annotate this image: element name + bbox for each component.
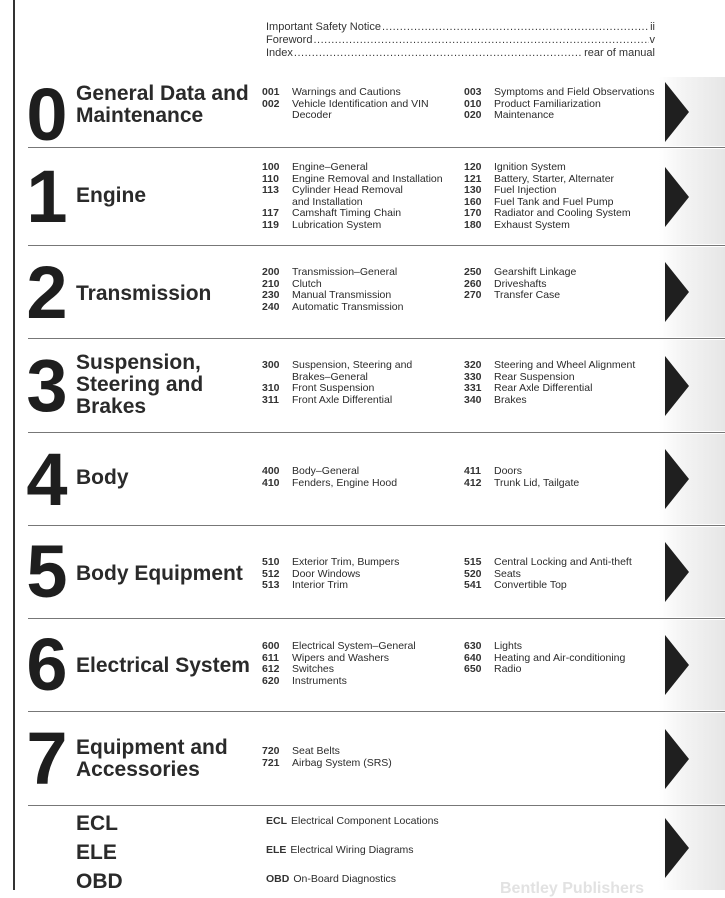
left-entry-column bbox=[262, 466, 450, 489]
section-title[interactable] bbox=[76, 737, 228, 781]
repair-group-number: 230 bbox=[262, 289, 280, 301]
repair-group-label-line: Radio bbox=[494, 663, 522, 675]
front-matter-ref: ii bbox=[650, 21, 655, 33]
right-entry-column bbox=[464, 87, 674, 122]
repair-group-label-line: Airbag System (SRS) bbox=[292, 756, 392, 769]
repair-group-entry[interactable] bbox=[262, 302, 450, 314]
repair-group-label-line: Suspension, Steering and bbox=[292, 359, 413, 371]
repair-group-number: 160 bbox=[464, 195, 482, 208]
repair-group-label bbox=[292, 185, 450, 208]
code-section-label: Electrical Component Locations bbox=[291, 815, 439, 827]
code-section-entry[interactable] bbox=[266, 815, 439, 827]
repair-group-entry[interactable] bbox=[262, 580, 450, 592]
left-entry-column bbox=[262, 641, 450, 687]
repair-group-number: 541 bbox=[464, 579, 482, 591]
right-entry-column bbox=[464, 557, 674, 592]
repair-group-number: 411 bbox=[464, 465, 481, 477]
repair-group-number: 110 bbox=[262, 172, 279, 185]
repair-group-number: 119 bbox=[262, 218, 279, 231]
repair-group-number: 330 bbox=[464, 370, 482, 383]
repair-group-label-line: Fenders, Engine Hood bbox=[292, 476, 398, 489]
right-entry-column bbox=[464, 641, 674, 676]
repair-group-label-line: Doors bbox=[494, 465, 523, 477]
repair-group-label bbox=[292, 220, 450, 232]
repair-group-label-line: Central Locking and Anti-theft bbox=[494, 556, 632, 568]
dot-leader bbox=[294, 47, 583, 60]
section-divider bbox=[28, 525, 725, 526]
section-title-line: Equipment and bbox=[76, 736, 228, 759]
repair-group-label-line: Engine Removal and Installation bbox=[292, 172, 443, 185]
repair-group-entry[interactable] bbox=[262, 267, 450, 279]
repair-group-label-line: Product Familiarization bbox=[494, 97, 601, 110]
section-title[interactable] bbox=[76, 467, 129, 489]
repair-group-label bbox=[494, 110, 674, 122]
repair-group-number: 300 bbox=[262, 359, 280, 371]
repair-group-number: 600 bbox=[262, 640, 280, 652]
repair-group-label-line: Rear Axle Differential bbox=[494, 382, 593, 394]
repair-group-label-line: Trunk Lid, Tailgate bbox=[494, 476, 580, 489]
right-entry-column bbox=[464, 360, 674, 406]
repair-group-label-line: Heating and Air-conditioning bbox=[494, 651, 626, 664]
repair-group-label-line: Front Suspension bbox=[292, 382, 375, 394]
repair-group-number: 320 bbox=[464, 359, 482, 371]
repair-group-label bbox=[494, 220, 674, 232]
repair-group-label bbox=[494, 557, 674, 569]
section-divider bbox=[28, 805, 725, 806]
right-entry-column bbox=[464, 267, 674, 302]
code-section-entry[interactable] bbox=[266, 844, 414, 856]
repair-group-number: 020 bbox=[464, 109, 482, 121]
repair-group-entry[interactable] bbox=[262, 758, 450, 770]
section-title[interactable] bbox=[76, 83, 249, 127]
repair-group-entry[interactable] bbox=[262, 185, 450, 208]
section-number: 5 bbox=[26, 530, 66, 613]
repair-group-entry[interactable] bbox=[464, 395, 674, 407]
front-matter-ref: rear of manual bbox=[584, 47, 655, 59]
repair-group-label-line: Electrical System–General bbox=[292, 640, 416, 652]
section-number: 7 bbox=[26, 717, 66, 800]
repair-group-label-line: Wipers and Washers bbox=[292, 651, 390, 664]
left-entry-column bbox=[262, 162, 450, 231]
repair-group-label-line: Rear Suspension bbox=[494, 370, 575, 383]
section-title[interactable] bbox=[76, 283, 211, 305]
section-title-line: Maintenance bbox=[76, 104, 204, 127]
front-matter-entry[interactable] bbox=[266, 34, 655, 47]
front-matter-ref: v bbox=[649, 34, 655, 46]
repair-group-label bbox=[292, 676, 450, 688]
repair-group-label-line: Front Axle Differential bbox=[292, 393, 393, 406]
section-title-line: Body bbox=[76, 466, 129, 489]
section-divider bbox=[28, 432, 725, 433]
section-number: 2 bbox=[26, 251, 66, 334]
repair-group-number: 210 bbox=[262, 277, 280, 290]
section-title-line: Steering and bbox=[76, 373, 204, 396]
repair-group-number: 001 bbox=[262, 86, 280, 98]
repair-group-number: 010 bbox=[464, 97, 482, 110]
code-section-number: ECL bbox=[266, 815, 287, 827]
repair-group-label bbox=[292, 395, 450, 407]
repair-group-number: 113 bbox=[262, 184, 279, 196]
repair-group-label-line: Camshaft Timing Chain bbox=[292, 207, 402, 219]
front-matter-entry[interactable] bbox=[266, 47, 655, 60]
repair-group-label-line: Manual Transmission bbox=[292, 289, 392, 301]
repair-group-label-line: Maintenance bbox=[494, 109, 555, 121]
code-section-number: OBD bbox=[266, 873, 290, 885]
repair-group-label-line: Door Windows bbox=[292, 567, 361, 580]
repair-group-number: 520 bbox=[464, 567, 482, 580]
right-entry-column bbox=[464, 162, 674, 231]
repair-group-label-line: Battery, Starter, Alternater bbox=[494, 172, 615, 185]
repair-group-label bbox=[292, 580, 450, 592]
repair-group-number: 200 bbox=[262, 266, 280, 278]
repair-group-number: 721 bbox=[262, 756, 280, 769]
section-divider bbox=[28, 147, 725, 148]
repair-group-label-line: Gearshift Linkage bbox=[494, 266, 577, 278]
repair-group-label bbox=[494, 580, 674, 592]
repair-group-label bbox=[494, 478, 674, 490]
publisher-watermark: Bentley Publishers bbox=[500, 880, 645, 897]
repair-group-entry[interactable] bbox=[262, 569, 450, 581]
section-title-line: General Data and bbox=[76, 82, 249, 105]
repair-group-label-line: Steering and Wheel Alignment bbox=[494, 359, 636, 371]
repair-group-number: 400 bbox=[262, 465, 280, 477]
repair-group-label-line: Brakes bbox=[494, 393, 527, 406]
code-section-label: On-Board Diagnostics bbox=[293, 873, 397, 885]
section-title-line: Transmission bbox=[76, 282, 212, 305]
repair-group-label bbox=[494, 395, 674, 407]
repair-group-entry[interactable] bbox=[464, 110, 674, 122]
code-section-label: Electrical Wiring Diagrams bbox=[290, 844, 414, 856]
repair-group-number: 720 bbox=[262, 745, 280, 757]
section-title-line: Suspension, bbox=[76, 351, 201, 374]
repair-group-label-line: Warnings and Cautions bbox=[292, 86, 401, 98]
repair-group-entry[interactable] bbox=[464, 478, 674, 490]
repair-group-entry[interactable] bbox=[262, 220, 450, 232]
right-entry-column bbox=[464, 466, 674, 489]
left-entry-column bbox=[262, 360, 450, 406]
front-matter-list bbox=[266, 21, 655, 60]
repair-group-label bbox=[292, 758, 450, 770]
repair-group-label-line: Convertible Top bbox=[494, 579, 567, 591]
repair-group-number: 612 bbox=[262, 663, 280, 675]
code-section-title[interactable]: OBD bbox=[76, 870, 123, 893]
front-matter-label: Index bbox=[266, 47, 293, 59]
left-entry-column bbox=[262, 746, 450, 769]
repair-group-number: 121 bbox=[464, 172, 482, 185]
repair-group-entry[interactable] bbox=[262, 676, 450, 688]
front-matter-label: Important Safety Notice bbox=[266, 21, 381, 33]
repair-group-label bbox=[292, 302, 450, 314]
section-title-line: Body Equipment bbox=[76, 562, 243, 585]
repair-group-number: 620 bbox=[262, 674, 280, 687]
repair-group-entry[interactable] bbox=[464, 664, 674, 676]
left-entry-column bbox=[262, 267, 450, 313]
repair-group-label-line: Brakes–General bbox=[292, 370, 368, 383]
section-title-line: Engine bbox=[76, 184, 147, 207]
repair-group-label-line: Engine–General bbox=[292, 161, 368, 173]
repair-group-number: 260 bbox=[464, 277, 482, 290]
dot-leader bbox=[382, 21, 649, 34]
repair-group-number: 117 bbox=[262, 207, 279, 219]
repair-group-number: 513 bbox=[262, 579, 280, 591]
repair-group-number: 512 bbox=[262, 567, 280, 580]
binding-rule bbox=[13, 0, 15, 890]
repair-group-number: 100 bbox=[262, 161, 280, 173]
repair-group-number: 611 bbox=[262, 651, 279, 664]
repair-group-label-line: Seat Belts bbox=[292, 745, 340, 757]
repair-group-label bbox=[292, 478, 450, 490]
repair-group-label-line: Switches bbox=[292, 663, 335, 675]
repair-group-label-line: Transfer Case bbox=[494, 289, 561, 301]
code-section-entry[interactable] bbox=[266, 873, 396, 885]
repair-group-label-line: Instruments bbox=[292, 674, 347, 687]
repair-group-label-line: Fuel Tank and Fuel Pump bbox=[494, 195, 614, 208]
section-number: 6 bbox=[26, 623, 66, 706]
section-number: 4 bbox=[26, 438, 66, 521]
code-section-number: ELE bbox=[266, 844, 287, 856]
repair-group-entry[interactable] bbox=[262, 653, 450, 665]
repair-group-number: 240 bbox=[262, 300, 280, 313]
repair-group-number: 515 bbox=[464, 556, 482, 568]
repair-group-number: 310 bbox=[262, 382, 280, 394]
repair-group-number: 650 bbox=[464, 663, 482, 675]
section-divider bbox=[28, 711, 725, 712]
section-tab-arrow-icon[interactable] bbox=[659, 713, 725, 804]
repair-group-label-line: Exhaust System bbox=[494, 218, 570, 231]
repair-group-number: 130 bbox=[464, 184, 482, 196]
repair-group-label-line: Ignition System bbox=[494, 161, 566, 173]
section-divider bbox=[28, 245, 725, 246]
repair-group-label-line: Body–General bbox=[292, 465, 360, 477]
repair-group-number: 311 bbox=[262, 393, 279, 406]
repair-group-number: 250 bbox=[464, 266, 482, 278]
repair-group-label-line: Exterior Trim, Bumpers bbox=[292, 556, 400, 568]
repair-group-label-line: Decoder bbox=[292, 109, 332, 121]
repair-group-number: 270 bbox=[464, 289, 482, 301]
section-title[interactable] bbox=[76, 352, 203, 418]
repair-group-number: 003 bbox=[464, 86, 482, 98]
front-matter-label: Foreword bbox=[266, 34, 313, 46]
section-divider bbox=[28, 338, 725, 339]
front-matter-entry[interactable] bbox=[266, 21, 655, 34]
repair-group-number: 002 bbox=[262, 97, 280, 110]
repair-group-label bbox=[494, 664, 674, 676]
left-entry-column bbox=[262, 87, 450, 122]
repair-group-label-line: Radiator and Cooling System bbox=[494, 207, 631, 219]
section-title-line: Electrical System bbox=[76, 654, 250, 677]
repair-group-label-line: Automatic Transmission bbox=[292, 300, 404, 313]
repair-group-label-line: Driveshafts bbox=[494, 277, 547, 290]
repair-group-label-line: Lights bbox=[494, 640, 523, 652]
repair-group-number: 170 bbox=[464, 207, 482, 219]
repair-group-label-line: Vehicle Identification and VIN bbox=[292, 97, 429, 110]
repair-group-label bbox=[292, 360, 450, 383]
repair-group-entry[interactable] bbox=[262, 664, 450, 676]
repair-group-entry[interactable] bbox=[262, 99, 450, 122]
section-divider bbox=[28, 618, 725, 619]
repair-group-label-line: Interior Trim bbox=[292, 579, 349, 591]
repair-group-number: 340 bbox=[464, 393, 482, 406]
repair-group-number: 630 bbox=[464, 640, 482, 652]
section-number: 3 bbox=[26, 344, 66, 427]
repair-group-label-line: Clutch bbox=[292, 277, 322, 290]
repair-group-label-line: Transmission–General bbox=[292, 266, 398, 278]
section-number: 0 bbox=[26, 73, 66, 156]
repair-group-label-line: Lubrication System bbox=[292, 218, 382, 231]
repair-group-label bbox=[292, 99, 450, 122]
repair-group-label-line: Fuel Injection bbox=[494, 184, 557, 196]
dot-leader bbox=[313, 34, 648, 47]
repair-group-entry[interactable] bbox=[262, 395, 450, 407]
left-entry-column bbox=[262, 557, 450, 592]
repair-group-number: 640 bbox=[464, 651, 482, 664]
repair-group-number: 180 bbox=[464, 218, 482, 231]
section-number: 1 bbox=[26, 155, 66, 238]
section-tab-arrow-icon[interactable] bbox=[659, 806, 725, 890]
repair-group-entry[interactable] bbox=[262, 478, 450, 490]
repair-group-entry[interactable] bbox=[464, 580, 674, 592]
repair-group-label-line: Seats bbox=[494, 567, 521, 580]
repair-group-number: 412 bbox=[464, 476, 482, 489]
repair-group-entry[interactable] bbox=[464, 290, 674, 302]
section-title-line: Brakes bbox=[76, 395, 147, 418]
repair-group-label-line: and Installation bbox=[292, 195, 363, 208]
repair-group-entry[interactable] bbox=[262, 360, 450, 383]
repair-group-entry[interactable] bbox=[464, 220, 674, 232]
code-section-title[interactable]: ELE bbox=[76, 841, 117, 864]
repair-group-label-line: Cylinder Head Removal bbox=[292, 184, 403, 196]
code-section-title[interactable]: ECL bbox=[76, 812, 118, 835]
section-title[interactable] bbox=[76, 185, 146, 207]
repair-group-number: 510 bbox=[262, 556, 280, 568]
section-title[interactable] bbox=[76, 655, 250, 677]
repair-group-label-line: Symptoms and Field Observations bbox=[494, 86, 655, 98]
repair-group-number: 410 bbox=[262, 476, 280, 489]
repair-group-label bbox=[494, 290, 674, 302]
section-title-line: Accessories bbox=[76, 758, 200, 781]
section-title[interactable] bbox=[76, 563, 243, 585]
repair-group-number: 331 bbox=[464, 382, 482, 394]
repair-group-number: 120 bbox=[464, 161, 482, 173]
